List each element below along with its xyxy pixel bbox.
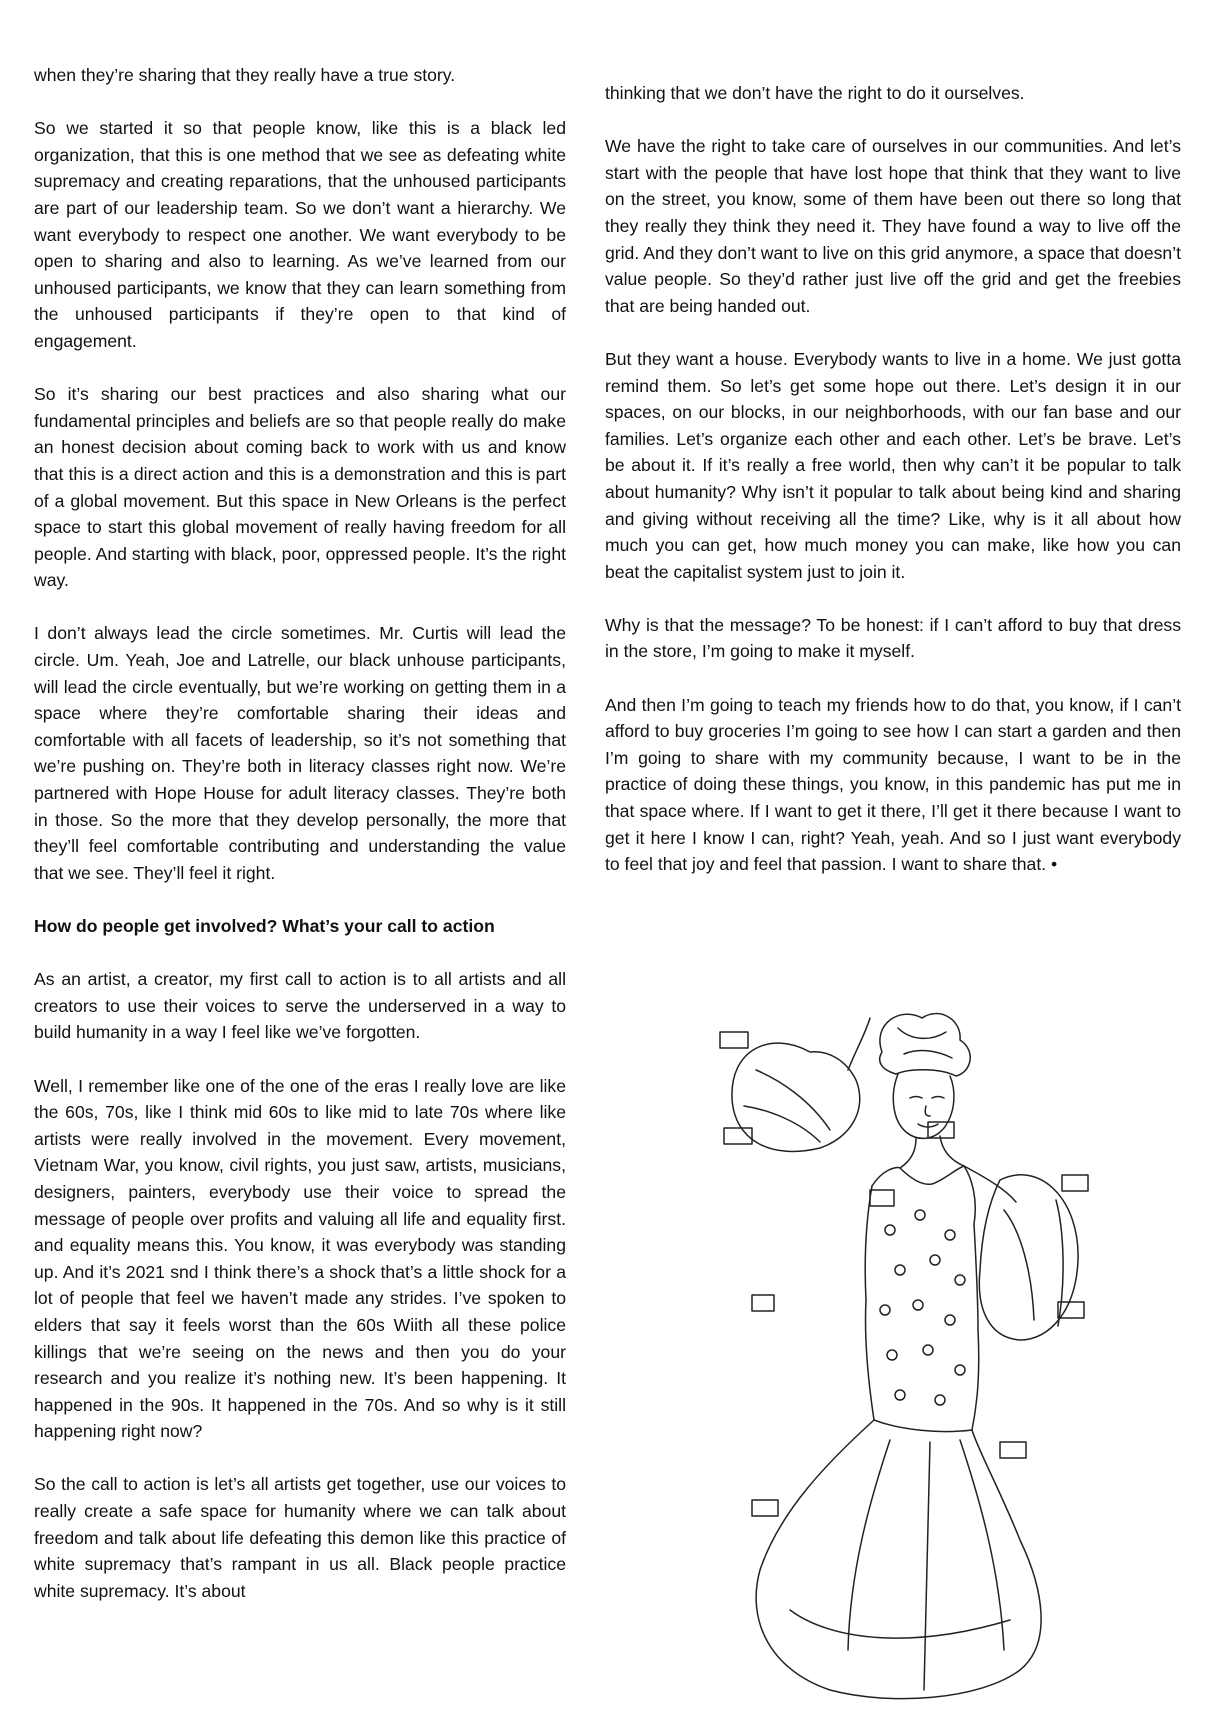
paragraph: when they’re sharing that they really have a true story. <box>34 65 456 85</box>
paragraph: thinking that we don’t have the right to do it ourselves. <box>605 83 1025 103</box>
section-heading: How do people get involved? What’s your call to action <box>34 916 495 936</box>
right-column <box>605 80 1181 904</box>
paper-doll-dress-illustration-icon <box>660 1010 1102 1705</box>
paragraph: So it’s sharing our best practices and also sharing what our fundamental principles and beliefs are so that people really do make an honest decision about coming back to work with us and know that this is a direct action and this is a demonstration and this is part of a global movement. But this space in New Orleans is the perfect space to start this global movement of really having freedom for all people. And starting with black, poor, oppressed people. It’s the right way. <box>34 384 566 591</box>
paragraph: I don’t always lead the circle sometimes. Mr. Curtis will lead the circle. Um. Yeah, Joe and Latrelle, our black unhouse participants, will lead the circle eventually, but we’re working on getting them in a space where they’re comfortable sharing their ideas and comfortable with all facets of leadership, so it’s not something that we’re pushing on. They’re both in literacy classes right now. We’re partnered with Hope House for adult literacy classes. They’re both in those. So the more that they develop personally, the more that they’ll feel comfortable contributing and understanding the value that we see. They’ll feel it right. <box>34 623 566 883</box>
paragraph: And then I’m going to teach my friends how to do that, you know, if I can’t afford to buy groceries I’m going to see how I can start a garden and then I’m going to share with my community because, I want to be in the practice of doing these things, you know, in this pandemic has put me in that space where. If I want to get it there, I’ll get it there because I want to get it here I know I can, right? Yeah, yeah. And so I just want everybody to feel that joy and feel that passion. I want to share that. • <box>605 694 1181 875</box>
paragraph: So we started it so that people know, like this is a black led organization, that this is one method that we see as defeating white supremacy and creating reparations, that the unhoused participants are part of our leadership team. So we don’t want a hierarchy. We want everybody to respect one another. We want everybody to be open to sharing and also to learning. As we’ve learned from our unhoused participants, we know that they can learn something from the unhoused participants if they’re open to that kind of engagement. <box>34 118 566 351</box>
paragraph: Well, I remember like one of the one of the eras I really love are like the 60s, 70s, like I think mid 60s to like mid to late 70s where like artists were really involved in the movement. Every movement, Vietnam War, you know, civil rights, you just saw, artists, musicians, designers, painters, everybody use their voice to spread the message of people over profits and valuing all life and equality first. and equality means this. You know, it was everybody was standing up. And it’s 2021 snd I think there’s a shock that’s a little shock for a lot of people that feel we haven’t made any strides. I’ve spoken to elders that say it feels worst than the 60s Wiith all these police killings that we’re seeing on the news and then you do your research and you realize it’s nothing new. It’s been happening. It happened in the 90s. It happened in the 70s. And so why is it still happening right now? <box>34 1075 566 1442</box>
paragraph: Why is that the message? To be honest: if I can’t afford to buy that dress in the store, I’m going to make it myself. <box>605 614 1181 662</box>
paragraph: But they want a house. Everybody wants to live in a home. We just gotta remind them. So let’s get some hope out there. Let’s design it in our spaces, on our blocks, in our neighborhoods, with our fan base and our families. Let’s organize each other and each other. Let’s be brave. Let’s be about it. If it’s really a free world, then why can’t it be popular to talk about humanity? Why isn’t it popular to talk about being kind and sharing and giving without receiving all the time? Like, why is it all about how much you can get, how much money you can make, like how you can beat the capitalist system just to join it. <box>605 348 1181 582</box>
left-column <box>34 62 566 1631</box>
paragraph: As an artist, a creator, my first call to action is to all artists and all creators to use their voices to serve the underserved in a way to build humanity in a way I feel like we’ve forgotten. <box>34 969 566 1043</box>
paragraph: We have the right to take care of ourselves in our communities. And let’s start with the people that have lost hope that think that they want to live on the street, you know, some of them have been out there so long that they really they think they need it. They have found a way to live off the grid. And they don’t want to live on this grid anymore, a space that doesn’t value people. So they’d rather just live off the grid and get the freebies that are being handed out. <box>605 136 1181 316</box>
paragraph: So the call to action is let’s all artists get together, use our voices to really create a safe space for humanity where we can talk about freedom and talk about life defeating this demon like this practice of white supremacy that’s rampant in us all. Black people practice white supremacy. It’s about <box>34 1474 566 1601</box>
